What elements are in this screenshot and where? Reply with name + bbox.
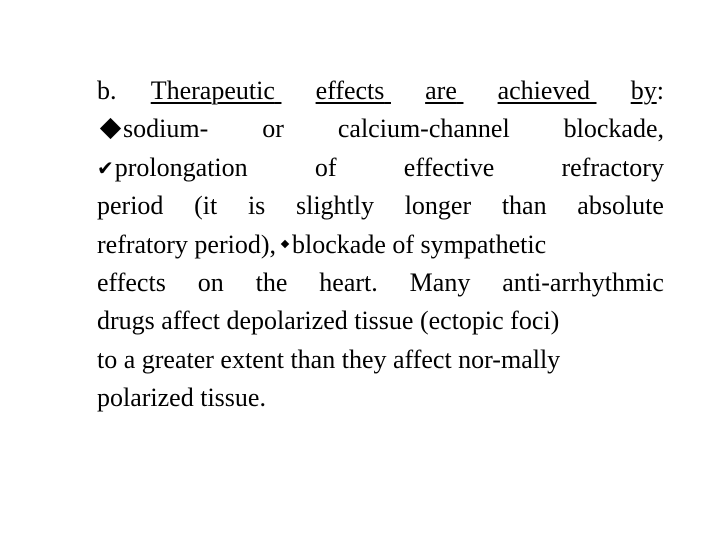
- checkmark-bullet-icon: ✔: [97, 155, 114, 180]
- mechanism-2-start: [97, 149, 248, 187]
- mechanism-line-5: [97, 264, 664, 302]
- heading-word-by-group: [631, 72, 664, 110]
- mechanism-3-word: on: [197, 267, 224, 297]
- mechanism-3-word: the: [255, 267, 288, 297]
- mechanism-1-word: calcium-channel: [337, 114, 510, 144]
- closing-word: Many: [409, 267, 471, 297]
- mechanism-1-start: [97, 110, 208, 148]
- mechanism-2-word: effective: [403, 152, 495, 182]
- mechanism-1-word: blockade,: [563, 114, 664, 144]
- mechanism-1-word: sodium-: [123, 114, 209, 144]
- mechanism-2-word: longer: [404, 191, 472, 221]
- mechanism-1-word: or: [262, 114, 284, 144]
- body-text: [97, 72, 664, 418]
- mechanism-2-word: of: [314, 152, 337, 182]
- heading-word-are: are: [425, 76, 457, 105]
- heading-word-achieved: achieved: [497, 76, 590, 105]
- mechanism-2-word: prolongation: [114, 152, 248, 182]
- closing-word: anti-arrhythmic: [502, 267, 664, 297]
- filled-diamond-bullet-icon: [100, 118, 121, 139]
- mechanism-3-word: effects: [97, 267, 166, 297]
- heading-word-by: by: [630, 76, 657, 105]
- mechanism-3-start: blockade of sympathetic: [292, 229, 547, 259]
- heading-word-therapeutic: Therapeutic: [150, 76, 275, 105]
- mechanism-2-word: period: [97, 191, 164, 221]
- heading-colon: :: [656, 76, 664, 105]
- mechanism-3-word: heart.: [319, 267, 378, 297]
- mechanism-line-1: [97, 110, 664, 148]
- mechanism-line-3: [97, 187, 664, 225]
- heading-line: [97, 72, 664, 110]
- closing-line-3: polarized tissue.: [97, 383, 266, 413]
- mechanism-2-word: is: [247, 191, 266, 221]
- mechanism-line-4: [97, 226, 664, 264]
- mechanism-line-2: [97, 149, 664, 187]
- heading-prefix: b.: [97, 76, 117, 105]
- closing-line-2: to a greater extent than they affect nor-mally: [97, 344, 561, 374]
- mechanism-2-word: than: [501, 191, 547, 221]
- mechanism-2-word: (it: [194, 191, 218, 221]
- mechanism-2-word: absolute: [577, 191, 664, 221]
- mechanism-2-word: slightly: [295, 191, 374, 221]
- heading-word-effects: effects: [315, 76, 385, 105]
- small-diamond-bullet-icon: [281, 239, 289, 247]
- closing-line-1: drugs affect depolarized tissue (ectopic foci): [97, 306, 560, 336]
- mechanism-2-word: refractory: [561, 152, 664, 182]
- mechanism-2-end: refratory period),: [97, 229, 277, 259]
